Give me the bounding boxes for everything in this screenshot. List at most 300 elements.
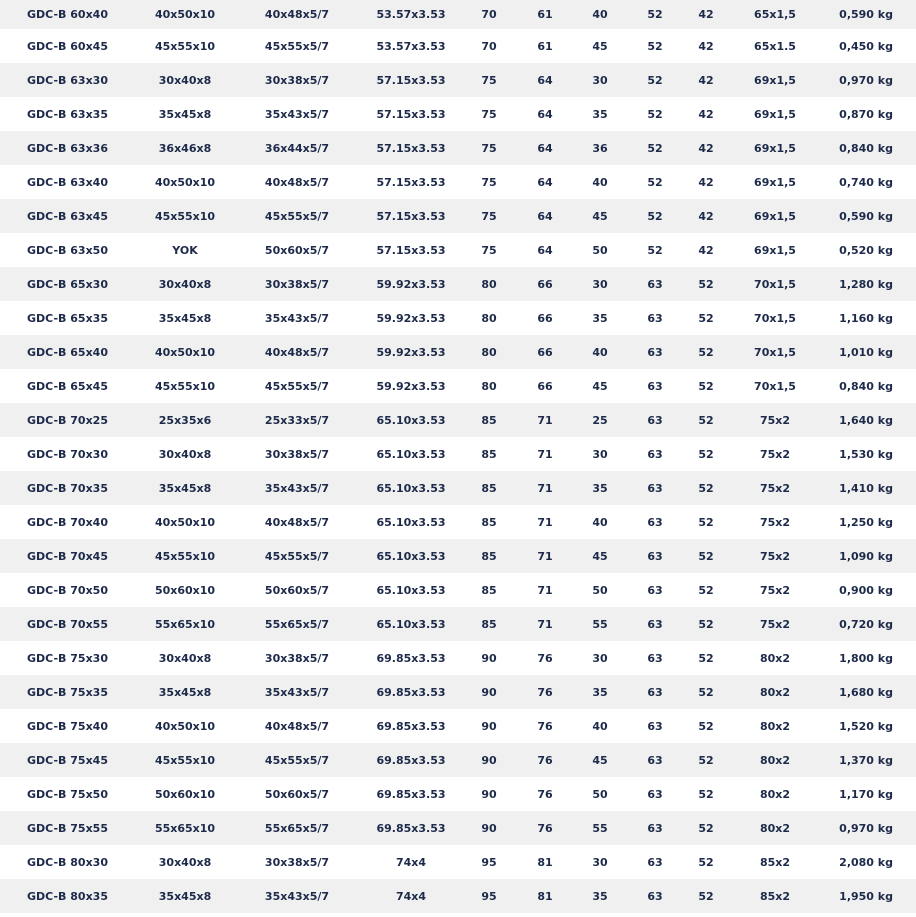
col-10-cell: 69x1,5: [754, 141, 796, 155]
col-9-cell: 52: [698, 787, 714, 801]
col-4-cell: 65.10x3.53: [376, 481, 446, 495]
col-4-cell: 59.92x3.53: [376, 379, 446, 393]
weight-cell: 0,970 kg: [839, 73, 893, 87]
col-10-cell: 70x1,5: [754, 379, 796, 393]
col-5-cell: 90: [481, 685, 497, 699]
col-9-cell: 52: [698, 311, 714, 325]
col-5-cell: 85: [481, 515, 497, 529]
col-6-cell: 71: [537, 515, 553, 529]
col-4-cell: 74x4: [395, 855, 427, 869]
col-6-cell: 71: [537, 413, 553, 427]
weight-cell: 0,590 kg: [839, 209, 893, 223]
table-row: [0, 471, 916, 505]
col-9-cell: 52: [698, 345, 714, 359]
col-10-cell: 75x2: [759, 617, 791, 631]
table-row: [0, 743, 916, 777]
product-code-cell: GDC-B 75x50: [27, 787, 108, 801]
col-10-cell: 69x1,5: [754, 175, 796, 189]
col-10-cell: 75x2: [759, 583, 791, 597]
col-6-cell: 71: [537, 481, 553, 495]
col-8-cell: 52: [647, 73, 663, 87]
col-8-cell: 52: [647, 107, 663, 121]
table-row: [0, 335, 916, 369]
col-6-cell: 66: [537, 345, 553, 359]
col-8-cell: 63: [647, 549, 663, 563]
col-9-cell: 52: [698, 515, 714, 529]
col-6-cell: 76: [537, 787, 553, 801]
col-3-cell: 55x65x5/7: [264, 617, 330, 631]
weight-cell: 1,090 kg: [839, 549, 893, 563]
table-row: [0, 0, 916, 29]
col-10-cell: 69x1,5: [754, 209, 796, 223]
col-6-cell: 64: [537, 243, 553, 257]
col-10-cell: 80x2: [759, 719, 791, 733]
weight-cell: 1,520 kg: [839, 719, 893, 733]
col-10-cell: 69x1,5: [754, 73, 796, 87]
col-3-cell: 30x38x5/7: [264, 277, 330, 291]
col-6-cell: 64: [537, 209, 553, 223]
col-2-cell: 40x50x10: [154, 345, 216, 359]
product-code-cell: GDC-B 80x35: [27, 889, 108, 903]
col-8-cell: 63: [647, 481, 663, 495]
col-4-cell: 69.85x3.53: [376, 651, 446, 665]
col-2-cell: 50x60x10: [154, 583, 216, 597]
col-8-cell: 63: [647, 651, 663, 665]
col-8-cell: 63: [647, 413, 663, 427]
col-5-cell: 70: [481, 39, 497, 53]
product-code-cell: GDC-B 70x55: [27, 617, 108, 631]
col-10-cell: 80x2: [759, 651, 791, 665]
table-row: [0, 675, 916, 709]
col-5-cell: 85: [481, 481, 497, 495]
col-4-cell: 57.15x3.53: [376, 73, 446, 87]
col-8-cell: 63: [647, 515, 663, 529]
product-code-cell: GDC-B 70x50: [27, 583, 108, 597]
col-8-cell: 63: [647, 787, 663, 801]
col-4-cell: 65.10x3.53: [376, 583, 446, 597]
col-10-cell: 70x1,5: [754, 345, 796, 359]
col-3-cell: 35x43x5/7: [264, 107, 330, 121]
col-7-cell: 25: [592, 413, 608, 427]
table-row: [0, 403, 916, 437]
col-2-cell: 45x55x10: [154, 39, 216, 53]
col-5-cell: 80: [481, 277, 497, 291]
weight-cell: 1,410 kg: [839, 481, 893, 495]
col-8-cell: 63: [647, 685, 663, 699]
weight-cell: 1,160 kg: [839, 311, 893, 325]
col-9-cell: 52: [698, 855, 714, 869]
col-3-cell: 40x48x5/7: [264, 175, 330, 189]
col-7-cell: 30: [592, 73, 608, 87]
col-3-cell: 40x48x5/7: [264, 345, 330, 359]
col-6-cell: 71: [537, 549, 553, 563]
col-9-cell: 42: [698, 209, 714, 223]
col-3-cell: 55x65x5/7: [264, 821, 330, 835]
col-4-cell: 57.15x3.53: [376, 107, 446, 121]
col-2-cell: 45x55x10: [154, 753, 216, 767]
col-8-cell: 52: [647, 8, 663, 21]
product-code-cell: GDC-B 63x50: [27, 243, 108, 257]
col-7-cell: 40: [592, 8, 608, 21]
col-8-cell: 52: [647, 175, 663, 189]
col-5-cell: 90: [481, 719, 497, 733]
col-5-cell: 95: [481, 889, 497, 903]
col-10-cell: 75x2: [759, 413, 791, 427]
col-3-cell: 45x55x5/7: [264, 39, 330, 53]
col-9-cell: 52: [698, 379, 714, 393]
col-3-cell: 30x38x5/7: [264, 447, 330, 461]
col-7-cell: 45: [592, 379, 608, 393]
col-3-cell: 35x43x5/7: [264, 685, 330, 699]
col-8-cell: 63: [647, 277, 663, 291]
col-2-cell: 30x40x8: [158, 277, 212, 291]
col-10-cell: 75x2: [759, 549, 791, 563]
col-7-cell: 40: [592, 515, 608, 529]
col-10-cell: 69x1,5: [754, 243, 796, 257]
col-9-cell: 52: [698, 617, 714, 631]
weight-cell: 0,450 kg: [839, 39, 893, 53]
col-9-cell: 52: [698, 651, 714, 665]
col-5-cell: 75: [481, 73, 497, 87]
weight-cell: 1,680 kg: [839, 685, 893, 699]
table-row: [0, 165, 916, 199]
col-7-cell: 55: [592, 617, 608, 631]
col-6-cell: 61: [537, 8, 553, 21]
col-9-cell: 42: [698, 141, 714, 155]
weight-cell: 1,800 kg: [839, 651, 893, 665]
col-5-cell: 85: [481, 413, 497, 427]
col-9-cell: 52: [698, 821, 714, 835]
weight-cell: 0,900 kg: [839, 583, 893, 597]
col-6-cell: 76: [537, 821, 553, 835]
col-8-cell: 63: [647, 379, 663, 393]
col-9-cell: 42: [698, 107, 714, 121]
col-3-cell: 35x43x5/7: [264, 311, 330, 325]
product-code-cell: GDC-B 70x35: [27, 481, 108, 495]
col-2-cell: 36x46x8: [158, 141, 212, 155]
col-10-cell: 75x2: [759, 481, 791, 495]
product-code-cell: GDC-B 65x40: [27, 345, 108, 359]
col-10-cell: 85x2: [759, 889, 791, 903]
col-9-cell: 52: [698, 277, 714, 291]
col-2-cell: 55x65x10: [154, 821, 216, 835]
col-7-cell: 35: [592, 107, 608, 121]
col-4-cell: 53.57x3.53: [376, 8, 446, 21]
col-3-cell: 30x38x5/7: [264, 855, 330, 869]
col-5-cell: 80: [481, 345, 497, 359]
col-9-cell: 52: [698, 549, 714, 563]
col-6-cell: 64: [537, 175, 553, 189]
col-10-cell: 70x1,5: [754, 311, 796, 325]
product-code-cell: GDC-B 75x30: [27, 651, 108, 665]
product-code-cell: GDC-B 63x45: [27, 209, 108, 223]
col-8-cell: 63: [647, 753, 663, 767]
col-5-cell: 75: [481, 243, 497, 257]
table-row: [0, 845, 916, 879]
col-4-cell: 69.85x3.53: [376, 821, 446, 835]
col-2-cell: 40x50x10: [154, 515, 216, 529]
col-5-cell: 75: [481, 107, 497, 121]
col-8-cell: 63: [647, 583, 663, 597]
col-7-cell: 35: [592, 481, 608, 495]
table-row: [0, 301, 916, 335]
weight-cell: 0,590 kg: [839, 8, 893, 21]
table-row: [0, 97, 916, 131]
col-3-cell: 36x44x5/7: [264, 141, 330, 155]
table-row: [0, 369, 916, 403]
col-4-cell: 57.15x3.53: [376, 175, 446, 189]
col-7-cell: 40: [592, 345, 608, 359]
col-8-cell: 52: [647, 209, 663, 223]
weight-cell: 1,370 kg: [839, 753, 893, 767]
col-10-cell: 69x1,5: [754, 107, 796, 121]
col-9-cell: 42: [698, 175, 714, 189]
col-5-cell: 85: [481, 447, 497, 461]
col-4-cell: 69.85x3.53: [376, 787, 446, 801]
table-row: [0, 199, 916, 233]
col-7-cell: 45: [592, 209, 608, 223]
col-4-cell: 65.10x3.53: [376, 549, 446, 563]
col-7-cell: 40: [592, 719, 608, 733]
col-6-cell: 76: [537, 719, 553, 733]
product-code-cell: GDC-B 63x35: [27, 107, 108, 121]
col-5-cell: 90: [481, 651, 497, 665]
col-2-cell: 50x60x10: [154, 787, 216, 801]
col-6-cell: 66: [537, 277, 553, 291]
weight-cell: 1,950 kg: [839, 889, 893, 903]
col-8-cell: 63: [647, 447, 663, 461]
col-8-cell: 52: [647, 243, 663, 257]
col-2-cell: 35x45x8: [158, 481, 212, 495]
col-6-cell: 71: [537, 447, 553, 461]
col-5-cell: 85: [481, 617, 497, 631]
col-7-cell: 30: [592, 277, 608, 291]
col-7-cell: 35: [592, 685, 608, 699]
col-2-cell: 35x45x8: [158, 889, 212, 903]
product-code-cell: GDC-B 65x35: [27, 311, 108, 325]
col-6-cell: 66: [537, 311, 553, 325]
col-8-cell: 63: [647, 855, 663, 869]
col-4-cell: 65.10x3.53: [376, 447, 446, 461]
col-8-cell: 63: [647, 889, 663, 903]
col-9-cell: 52: [698, 719, 714, 733]
col-3-cell: 25x33x5/7: [264, 413, 330, 427]
col-3-cell: 45x55x5/7: [264, 209, 330, 223]
table-row: [0, 29, 916, 63]
col-5-cell: 90: [481, 787, 497, 801]
weight-cell: 0,720 kg: [839, 617, 893, 631]
weight-cell: 1,280 kg: [839, 277, 893, 291]
col-6-cell: 76: [537, 685, 553, 699]
col-7-cell: 30: [592, 855, 608, 869]
col-3-cell: 35x43x5/7: [264, 889, 330, 903]
col-7-cell: 30: [592, 651, 608, 665]
col-2-cell: 40x50x10: [154, 175, 216, 189]
col-4-cell: 53.57x3.53: [376, 39, 446, 53]
col-2-cell: 40x50x10: [154, 8, 216, 21]
col-2-cell: 45x55x10: [154, 549, 216, 563]
col-9-cell: 52: [698, 753, 714, 767]
col-6-cell: 76: [537, 651, 553, 665]
col-3-cell: 35x43x5/7: [264, 481, 330, 495]
col-4-cell: 59.92x3.53: [376, 311, 446, 325]
col-5-cell: 75: [481, 209, 497, 223]
col-2-cell: 35x45x8: [158, 311, 212, 325]
table-row: [0, 63, 916, 97]
col-8-cell: 63: [647, 311, 663, 325]
col-8-cell: 63: [647, 617, 663, 631]
col-2-cell: 45x55x10: [154, 379, 216, 393]
table-row: [0, 879, 916, 913]
col-7-cell: 45: [592, 753, 608, 767]
col-5-cell: 80: [481, 311, 497, 325]
product-code-cell: GDC-B 63x36: [27, 141, 108, 155]
weight-cell: 1,170 kg: [839, 787, 893, 801]
product-code-cell: GDC-B 65x45: [27, 379, 108, 393]
col-5-cell: 95: [481, 855, 497, 869]
col-4-cell: 65.10x3.53: [376, 617, 446, 631]
col-3-cell: 40x48x5/7: [264, 8, 330, 21]
col-9-cell: 42: [698, 39, 714, 53]
table-row: [0, 437, 916, 471]
table-row: [0, 267, 916, 301]
col-7-cell: 30: [592, 447, 608, 461]
col-4-cell: 74x4: [395, 889, 427, 903]
col-10-cell: 65x1.5: [754, 39, 796, 53]
col-4-cell: 69.85x3.53: [376, 719, 446, 733]
col-7-cell: 36: [592, 141, 608, 155]
col-5-cell: 85: [481, 549, 497, 563]
col-7-cell: 55: [592, 821, 608, 835]
weight-cell: 1,530 kg: [839, 447, 893, 461]
table-row: [0, 573, 916, 607]
col-10-cell: 75x2: [759, 447, 791, 461]
col-3-cell: 50x60x5/7: [264, 787, 330, 801]
product-code-cell: GDC-B 65x30: [27, 277, 108, 291]
col-10-cell: 80x2: [759, 753, 791, 767]
col-5-cell: 70: [481, 8, 497, 21]
product-code-cell: GDC-B 75x45: [27, 753, 108, 767]
col-4-cell: 65.10x3.53: [376, 515, 446, 529]
col-5-cell: 75: [481, 141, 497, 155]
weight-cell: 0,520 kg: [839, 243, 893, 257]
col-9-cell: 42: [698, 243, 714, 257]
col-9-cell: 52: [698, 685, 714, 699]
col-5-cell: 85: [481, 583, 497, 597]
col-2-cell: 30x40x8: [158, 73, 212, 87]
product-code-cell: GDC-B 75x55: [27, 821, 108, 835]
col-9-cell: 52: [698, 481, 714, 495]
col-2-cell: 30x40x8: [158, 855, 212, 869]
table-row: [0, 641, 916, 675]
col-10-cell: 65x1,5: [754, 8, 796, 21]
col-8-cell: 63: [647, 345, 663, 359]
weight-cell: 0,870 kg: [839, 107, 893, 121]
col-9-cell: 52: [698, 413, 714, 427]
table-row: [0, 505, 916, 539]
col-5-cell: 80: [481, 379, 497, 393]
col-3-cell: 50x60x5/7: [264, 243, 330, 257]
col-7-cell: 50: [592, 583, 608, 597]
col-4-cell: 59.92x3.53: [376, 277, 446, 291]
product-code-cell: GDC-B 63x40: [27, 175, 108, 189]
col-6-cell: 64: [537, 141, 553, 155]
col-2-cell: 35x45x8: [158, 685, 212, 699]
col-5-cell: 90: [481, 753, 497, 767]
col-5-cell: 90: [481, 821, 497, 835]
col-10-cell: 80x2: [759, 787, 791, 801]
col-3-cell: 40x48x5/7: [264, 515, 330, 529]
col-4-cell: 65.10x3.53: [376, 413, 446, 427]
product-code-cell: GDC-B 60x45: [27, 39, 108, 53]
weight-cell: 0,840 kg: [839, 141, 893, 155]
col-6-cell: 66: [537, 379, 553, 393]
col-6-cell: 71: [537, 617, 553, 631]
product-code-cell: GDC-B 70x45: [27, 549, 108, 563]
col-6-cell: 81: [537, 889, 553, 903]
col-3-cell: 30x38x5/7: [264, 73, 330, 87]
col-9-cell: 52: [698, 889, 714, 903]
table-row: [0, 131, 916, 165]
product-code-cell: GDC-B 63x30: [27, 73, 108, 87]
weight-cell: 1,010 kg: [839, 345, 893, 359]
col-2-cell: 30x40x8: [158, 651, 212, 665]
col-7-cell: 45: [592, 39, 608, 53]
col-6-cell: 71: [537, 583, 553, 597]
col-4-cell: 57.15x3.53: [376, 209, 446, 223]
col-7-cell: 40: [592, 175, 608, 189]
col-3-cell: 40x48x5/7: [264, 719, 330, 733]
col-3-cell: 45x55x5/7: [264, 549, 330, 563]
table-row: [0, 777, 916, 811]
col-2-cell: 35x45x8: [158, 107, 212, 121]
col-6-cell: 76: [537, 753, 553, 767]
product-code-cell: GDC-B 60x40: [27, 8, 108, 21]
col-4-cell: 59.92x3.53: [376, 345, 446, 359]
col-3-cell: 30x38x5/7: [264, 651, 330, 665]
table-row: [0, 709, 916, 743]
product-code-cell: GDC-B 75x35: [27, 685, 108, 699]
col-2-cell: 25x35x6: [158, 413, 212, 427]
col-4-cell: 69.85x3.53: [376, 685, 446, 699]
col-7-cell: 45: [592, 549, 608, 563]
col-3-cell: 45x55x5/7: [264, 379, 330, 393]
col-4-cell: 57.15x3.53: [376, 141, 446, 155]
col-4-cell: 69.85x3.53: [376, 753, 446, 767]
col-10-cell: 80x2: [759, 821, 791, 835]
col-10-cell: 85x2: [759, 855, 791, 869]
product-code-cell: GDC-B 80x30: [27, 855, 108, 869]
col-9-cell: 52: [698, 583, 714, 597]
col-3-cell: 45x55x5/7: [264, 753, 330, 767]
weight-cell: 2,080 kg: [839, 855, 893, 869]
col-8-cell: 52: [647, 39, 663, 53]
col-2-cell: 40x50x10: [154, 719, 216, 733]
col-7-cell: 35: [592, 889, 608, 903]
weight-cell: 1,250 kg: [839, 515, 893, 529]
col-7-cell: 50: [592, 243, 608, 257]
col-2-cell: 30x40x8: [158, 447, 212, 461]
col-10-cell: 70x1,5: [754, 277, 796, 291]
col-7-cell: 35: [592, 311, 608, 325]
table-row: [0, 811, 916, 845]
col-6-cell: 61: [537, 39, 553, 53]
col-4-cell: 57.15x3.53: [376, 243, 446, 257]
col-9-cell: 42: [698, 8, 714, 21]
weight-cell: 0,840 kg: [839, 379, 893, 393]
weight-cell: 1,640 kg: [839, 413, 893, 427]
table-row: [0, 233, 916, 267]
